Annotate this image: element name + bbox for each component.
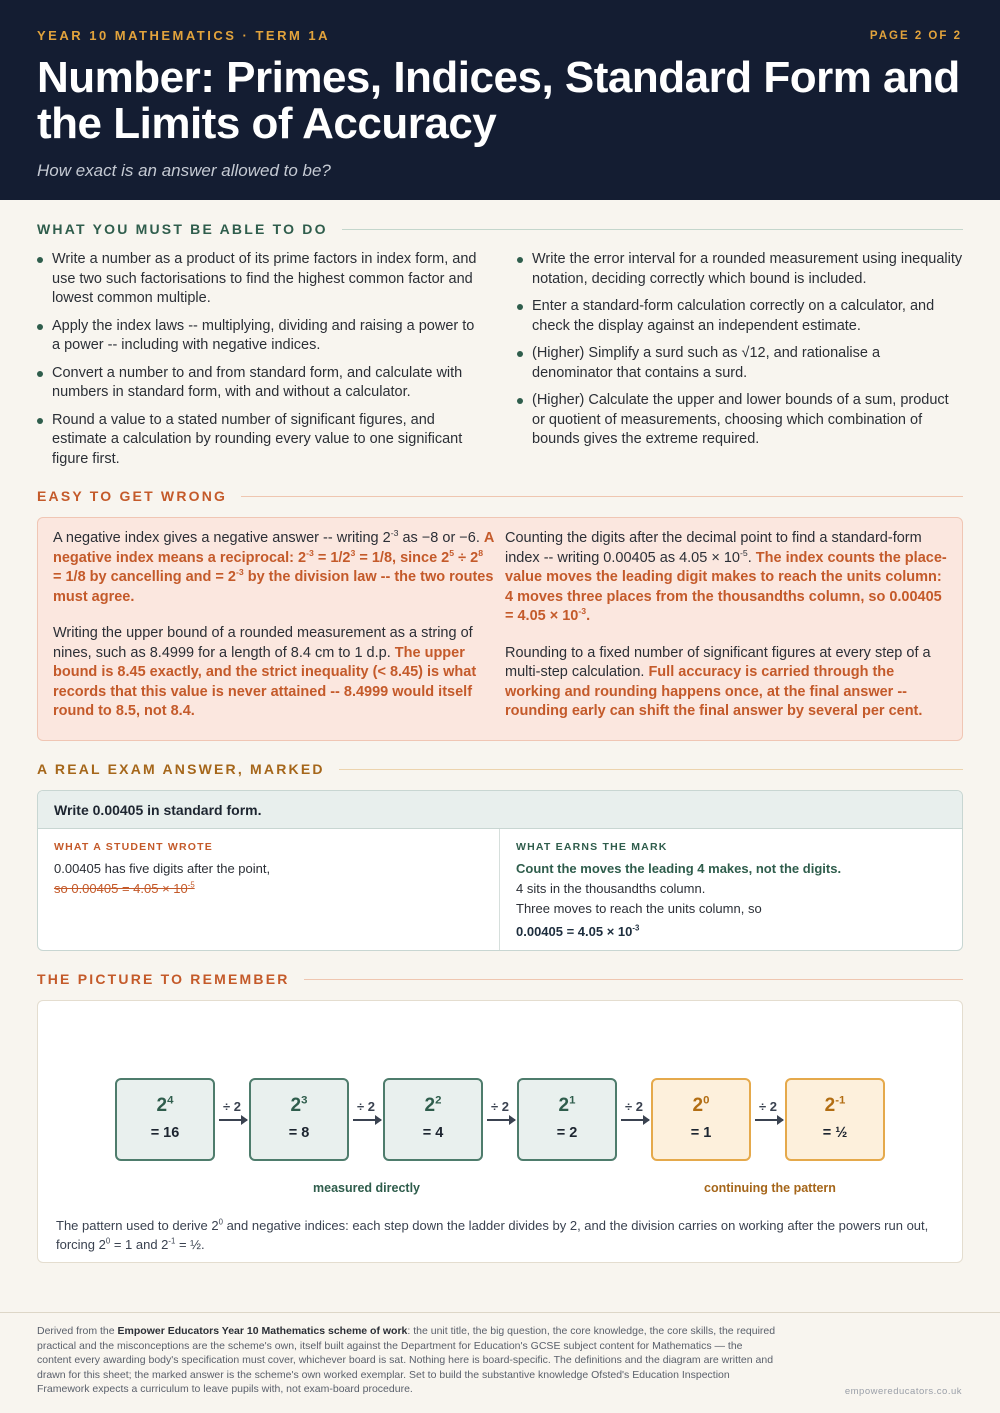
exam-heading: A REAL EXAM ANSWER, MARKED — [37, 761, 963, 777]
power-step: $2^3$ = 8 — [249, 1078, 349, 1161]
objective-item: (Higher) Simplify a surd such as √12, and rationalise a denominator that contains a surd. — [517, 344, 963, 383]
arrow-right-icon — [755, 1119, 783, 1121]
misconception-fix: Full accuracy is carried through the working and rounding happens once, at the final answer -- rounding early can shift the final answer by several per cent. — [505, 664, 923, 719]
bullet-icon — [37, 324, 43, 330]
power-step: $2^{-1}$ = ½ — [785, 1078, 885, 1161]
arrow-right-icon — [621, 1119, 649, 1121]
picture-heading: THE PICTURE TO REMEMBER — [37, 971, 963, 987]
power-step: $2^2$ = 4 — [383, 1078, 483, 1161]
group-label-pattern: continuing the pattern — [704, 1181, 836, 1195]
mark-scheme — [500, 829, 962, 950]
misconception-fix: The upper bound is 8.45 exactly, and the strict inequality (< 8.45) is what records that this value is never attained -- 8.4999 would itself round to 8.5, not 8.4. — [53, 644, 477, 719]
misconceptions-left-column — [53, 529, 495, 729]
student-label: WHAT A STUDENT WROTE — [54, 841, 213, 853]
exam-question: Write 0.00405 in standard form. — [38, 791, 962, 829]
student-line: 0.00405 has five digits after the point, — [54, 861, 271, 876]
divide-label: ÷ 2 — [357, 1099, 375, 1114]
objective-item: Enter a standard-form calculation correctly on a calculator, and check the display against an independent estimate. — [517, 297, 963, 336]
misconception-fix: The index counts the place-value moves the leading digit makes to reach the units column: 4 moves three places from the thousandths column, so $0.00405 = 4.05 \times 10^{-3}$. — [505, 549, 947, 624]
bullet-icon — [37, 418, 43, 424]
objective-item: (Higher) Calculate the upper and lower bounds of a sum, product or quotient of measurements, choosing which combination of bounds gives the extreme required. — [517, 391, 963, 450]
mark-label: WHAT EARNS THE MARK — [516, 841, 668, 853]
misconceptions-heading: EASY TO GET WRONG — [37, 488, 963, 504]
bullet-icon — [517, 398, 523, 404]
arrow-right-icon — [353, 1119, 381, 1121]
divider — [342, 229, 963, 230]
objective-item: Write a number as a product of its prime factors in index form, and use two such factorisations to find the highest common factor and lowest common multiple. — [37, 250, 483, 309]
exam-answer-card — [37, 790, 963, 951]
diagram-caption: The pattern used to derive $2^0$ and negative indices: each step down the ladder divides by 2, and the division carries on working after the powers run out, forcing $2^0 = 1$ and $2^{-1}$ = ½. — [56, 1217, 929, 1252]
power-step: $2^4$ = 16 — [115, 1078, 215, 1161]
divide-label: ÷ 2 — [625, 1099, 643, 1114]
divider — [339, 769, 963, 770]
power-step: $2^1$ = 2 — [517, 1078, 617, 1161]
bullet-icon — [517, 257, 523, 263]
misconceptions-box — [37, 517, 963, 741]
exam-columns — [38, 829, 962, 950]
divider — [304, 979, 963, 980]
divide-label: ÷ 2 — [223, 1099, 241, 1114]
arrow-right-icon — [487, 1119, 515, 1121]
mark-answer: $0.00405 = 4.05 \times 10^{-3}$ — [516, 923, 640, 939]
objective-item: Convert a number to and from standard form, and calculate with numbers in standard form, with and without a calculator. — [37, 364, 483, 403]
page-title: Number: Primes, Indices, Standard Form and the Limits of Accuracy — [37, 53, 960, 148]
page-number: PAGE 2 OF 2 — [869, 30, 962, 42]
bullet-icon — [37, 257, 43, 263]
misconception-item: A negative index gives a negative answer -- writing $2^{-3}$ as −8 or −6. A negative index means a reciprocal: $2^{-3} = 1/2^3 = 1/8$, since $2^5 \div 2^8 = 1/8$ by cancelling and = $2^{-3}$ by the division law -- the two routes must agree. — [53, 528, 494, 605]
divide-label: ÷ 2 — [759, 1099, 777, 1114]
course-kicker: YEAR 10 MATHEMATICS · TERM 1A — [37, 28, 331, 43]
misconception-item: Rounding to a fixed number of significant figures at every step of a multi-step calculation. Full accuracy is carried through the working and rounding happens once, at the final answer -- rounding early can shift the final answer by several per cent. — [505, 644, 931, 719]
misconception-fix: A negative index means a reciprocal: $2^{-3} = 1/2^3 = 1/8$, since $2^5 \div 2^8 = 1/8$ by cancelling and = $2^{-3}$ by the division law -- the two routes must agree. — [53, 530, 494, 605]
student-answer — [38, 829, 500, 950]
group-label-measured: measured directly — [313, 1181, 420, 1195]
footer-note: Derived from the Empower Educators Year 10 Mathematics scheme of work: the unit title, the big question, the core knowledge, the core skills, the required practical and the misconceptions are the scheme's own, itself built against the Department for Education's GCSE subject content for Mathematics — the content every awarding body's specification must cover, whichever board is sat. Nothing here is board-specific. The definitions and the diagram are written and drawn for this sheet; the marked answer is the scheme's own worked exemplar. Set to build the substantive knowledge Ofsted's Education Inspection Framework expects a curriculum to leave pupils with, not exam-board procedure. — [37, 1325, 776, 1395]
bullet-icon — [37, 371, 43, 377]
arrow-right-icon — [219, 1119, 247, 1121]
objectives-left-column — [37, 250, 483, 477]
divider — [241, 496, 963, 497]
website-url: empowereducators.co.uk — [844, 1386, 962, 1397]
page-header — [0, 0, 1000, 200]
big-question: How exact is an answer allowed to be? — [37, 161, 331, 180]
objectives-list — [37, 250, 963, 477]
mark-line: 4 sits in the thousandths column. — [516, 881, 706, 896]
misconception-item: Writing the upper bound of a rounded measurement as a string of nines, such as 8.4999 for a length of 8.4 cm to 1 d.p. The upper bound is 8.45 exactly, and the strict inequality (< 8.45) is what records that this value is never attained -- 8.4999 would itself round to 8.5, not 8.4. — [53, 625, 477, 719]
objectives-heading: WHAT YOU MUST BE ABLE TO DO — [37, 221, 963, 237]
misconceptions-right-column — [505, 529, 947, 729]
divide-label: ÷ 2 — [491, 1099, 509, 1114]
bullet-icon — [517, 351, 523, 357]
objective-item: Apply the index laws -- multiplying, dividing and raising a power to a power -- including with negative indices. — [37, 317, 483, 356]
objective-item: Round a value to a stated number of significant figures, and estimate a calculation by rounding every value to one significant figure first. — [37, 411, 483, 470]
objective-item: Write the error interval for a rounded measurement using inequality notation, deciding correctly which bound is included. — [517, 250, 963, 289]
misconception-item: Counting the digits after the decimal point to find a standard-form index -- writing 0.00405 as $4.05 \times 10^{-5}$. The index counts the place-value moves the leading digit makes to reach the units column: 4 moves three places from the thousandths column, so $0.00405 = 4.05 \times 10^{-3}$. — [505, 530, 947, 624]
objectives-right-column — [517, 250, 963, 477]
bullet-icon — [517, 304, 523, 310]
student-crossed-out-line: so $0.00405 = 4.05 \times 10^{-5}$ — [54, 880, 195, 896]
power-step: $2^0$ = 1 — [651, 1078, 751, 1161]
footer-divider — [0, 1312, 1000, 1313]
mark-key-point: Count the moves the leading 4 makes, not the digits. — [516, 861, 842, 876]
mark-line: Three moves to reach the units column, so — [516, 901, 762, 916]
powers-of-two-diagram — [37, 1000, 963, 1263]
